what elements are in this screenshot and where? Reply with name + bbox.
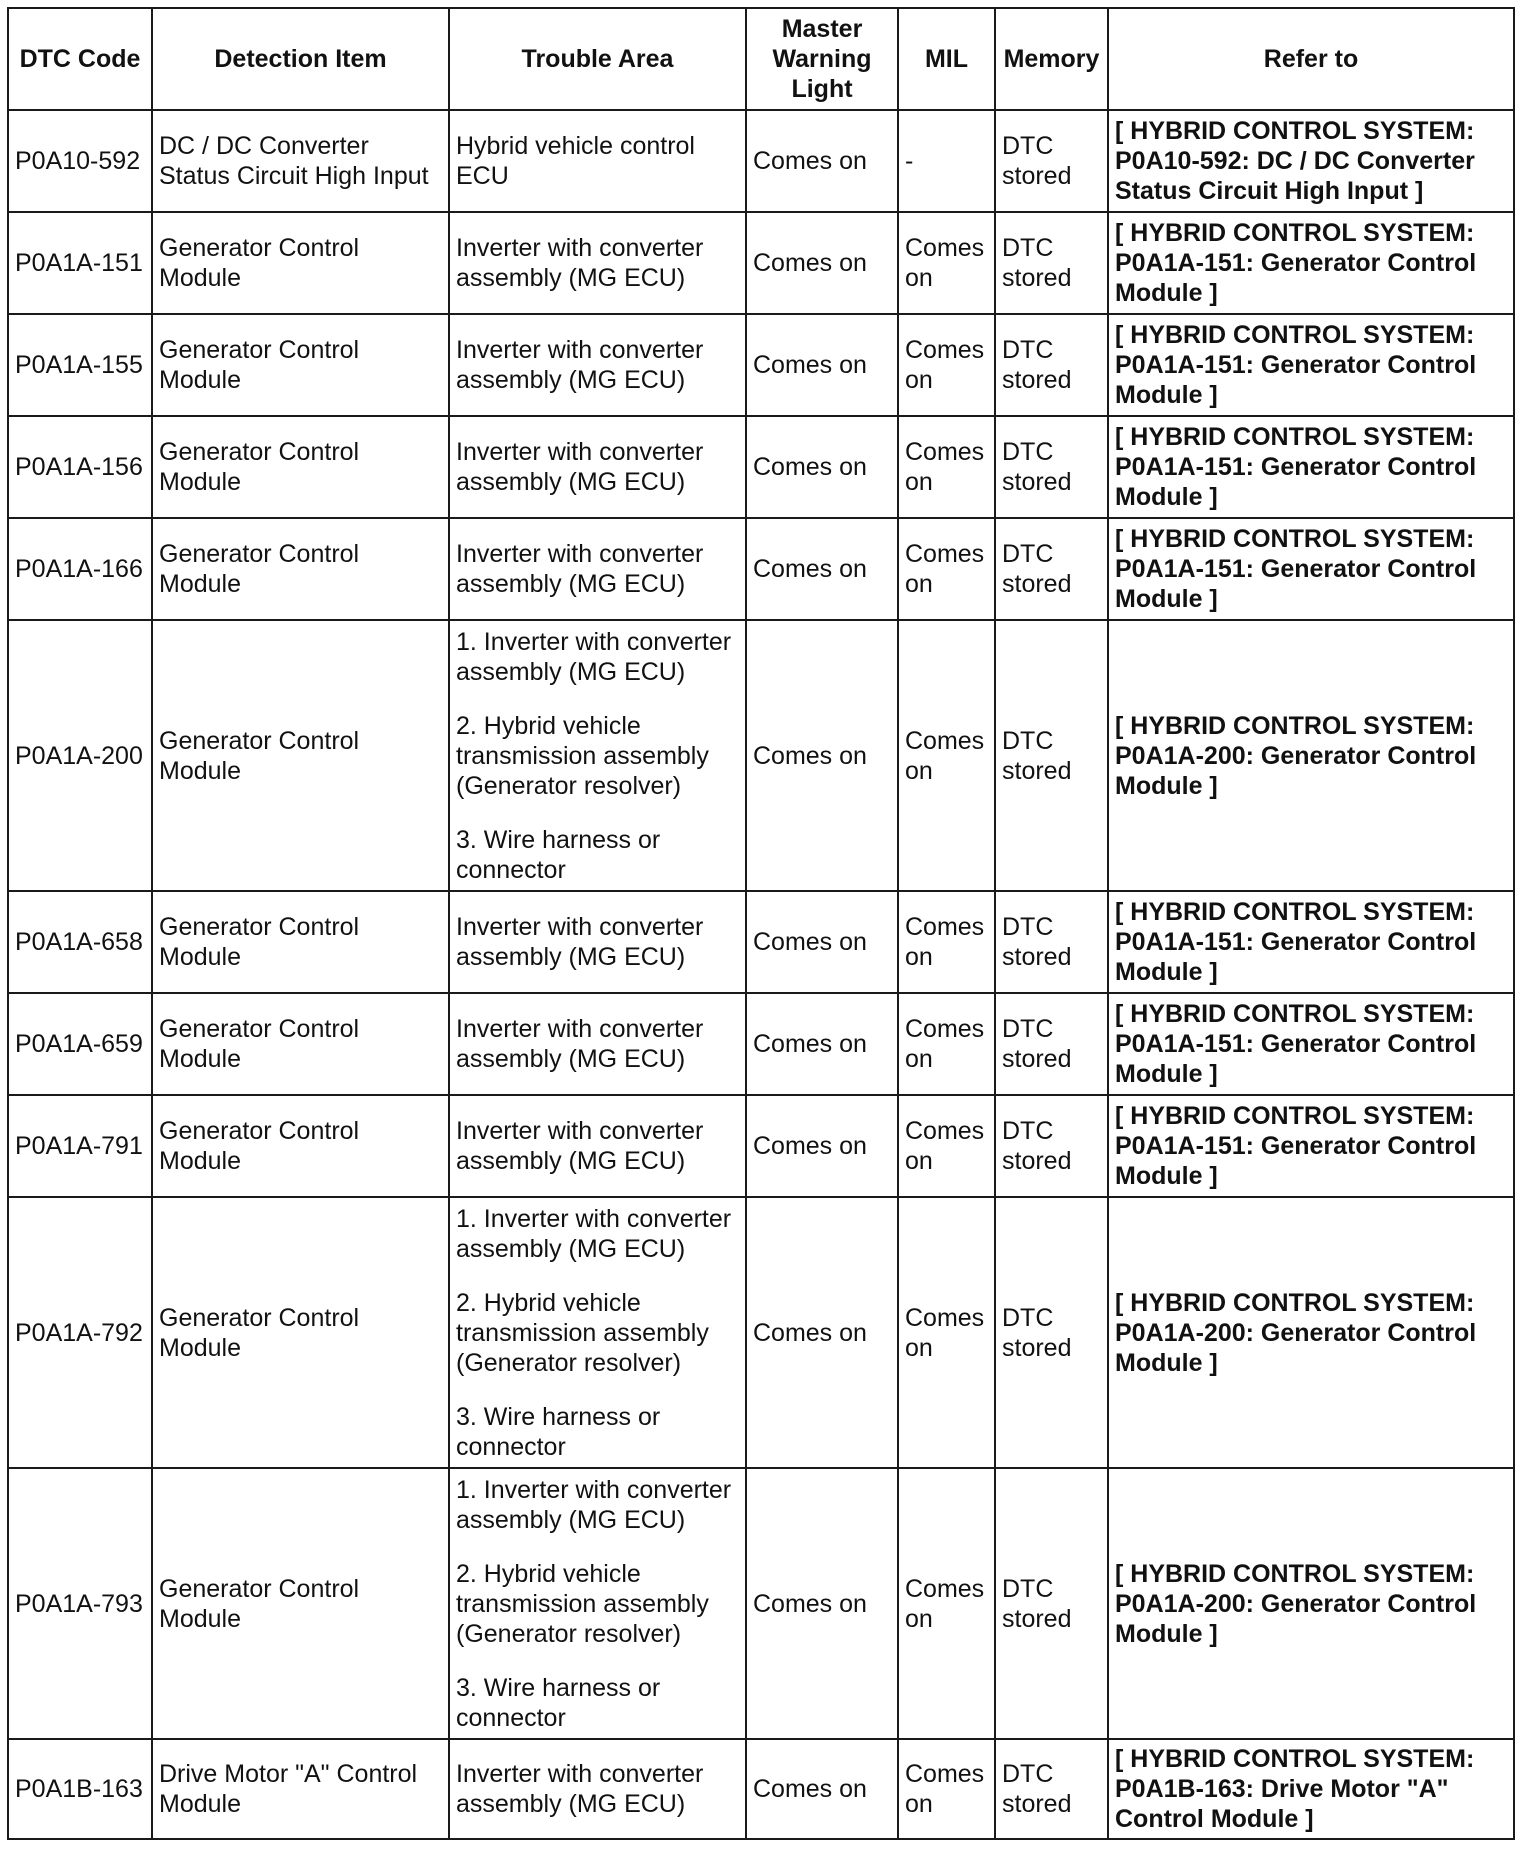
table-row — [8, 1739, 1514, 1839]
detection-item-cell: Generator Control Module — [152, 416, 449, 518]
refer-to-cell: [ HYBRID CONTROL SYSTEM: P0A1A-151: Generator Control Module ] — [1108, 518, 1514, 620]
dtc-code-cell: P0A1A-200 — [8, 620, 152, 891]
trouble-area-cell — [449, 518, 746, 620]
table-body — [8, 110, 1514, 1839]
memory-cell: DTC stored — [995, 1739, 1108, 1839]
mil-cell: Comes on — [898, 993, 995, 1095]
memory-cell: DTC stored — [995, 518, 1108, 620]
trouble-area-item: 1. Inverter with converter assembly (MG ECU) — [456, 1475, 732, 1534]
detection-item-cell: Generator Control Module — [152, 1468, 449, 1739]
trouble-area-item: Inverter with converter assembly (MG ECU) — [456, 438, 704, 496]
detection-item-cell: Drive Motor "A" Control Module — [152, 1739, 449, 1839]
trouble-area-item: Inverter with converter assembly (MG ECU) — [456, 1760, 704, 1818]
table-row — [8, 518, 1514, 620]
master-warning-light-cell: Comes on — [746, 1095, 898, 1197]
table-header-row — [8, 8, 1514, 110]
trouble-area-item: 2. Hybrid vehicle transmission assembly (Generator resolver) — [456, 1559, 709, 1648]
detection-item-cell: Generator Control Module — [152, 620, 449, 891]
mil-cell: Comes on — [898, 1197, 995, 1468]
dtc-code-cell: P0A1B-163 — [8, 1739, 152, 1839]
memory-cell: DTC stored — [995, 620, 1108, 891]
dtc-code-cell: P0A1A-151 — [8, 212, 152, 314]
refer-to-cell: [ HYBRID CONTROL SYSTEM: P0A1A-151: Generator Control Module ] — [1108, 891, 1514, 993]
dtc-code-cell: P0A10-592 — [8, 110, 152, 212]
table-row — [8, 1468, 1514, 1739]
trouble-area-item: 3. Wire harness or connector — [456, 1402, 661, 1461]
master-warning-light-cell: Comes on — [746, 212, 898, 314]
detection-item-cell: Generator Control Module — [152, 314, 449, 416]
dtc-code-cell: P0A1A-658 — [8, 891, 152, 993]
memory-cell: DTC stored — [995, 1468, 1108, 1739]
dtc-code-cell: P0A1A-155 — [8, 314, 152, 416]
refer-to-cell: [ HYBRID CONTROL SYSTEM: P0A1B-163: Drive Motor "A" Control Module ] — [1108, 1739, 1514, 1839]
refer-to-cell: [ HYBRID CONTROL SYSTEM: P0A1A-200: Generator Control Module ] — [1108, 620, 1514, 891]
memory-cell: DTC stored — [995, 314, 1108, 416]
table-row — [8, 212, 1514, 314]
memory-cell: DTC stored — [995, 1197, 1108, 1468]
dtc-code-cell: P0A1A-659 — [8, 993, 152, 1095]
mil-cell: Comes on — [898, 212, 995, 314]
master-warning-light-cell: Comes on — [746, 1739, 898, 1839]
detection-item-cell: Generator Control Module — [152, 891, 449, 993]
trouble-area-item: Inverter with converter assembly (MG ECU) — [456, 913, 704, 971]
table-row — [8, 110, 1514, 212]
trouble-area-cell — [449, 1739, 746, 1839]
refer-to-cell: [ HYBRID CONTROL SYSTEM: P0A1A-151: Generator Control Module ] — [1108, 416, 1514, 518]
dtc-code-cell: P0A1A-166 — [8, 518, 152, 620]
mil-cell: Comes on — [898, 620, 995, 891]
trouble-area-item: Inverter with converter assembly (MG ECU) — [456, 540, 704, 598]
memory-cell: DTC stored — [995, 993, 1108, 1095]
mil-cell: Comes on — [898, 1095, 995, 1197]
dtc-code-cell: P0A1A-156 — [8, 416, 152, 518]
dtc-code-cell: P0A1A-793 — [8, 1468, 152, 1739]
memory-cell: DTC stored — [995, 110, 1108, 212]
trouble-area-item: 3. Wire harness or connector — [456, 1673, 661, 1732]
trouble-area-cell — [449, 1468, 746, 1739]
detection-item-cell: Generator Control Module — [152, 212, 449, 314]
trouble-area-item: Hybrid vehicle control ECU — [456, 132, 695, 190]
column-header-refer-to: Refer to — [1108, 8, 1514, 110]
trouble-area-item: 1. Inverter with converter assembly (MG ECU) — [456, 1204, 732, 1263]
trouble-area-cell — [449, 1197, 746, 1468]
mil-cell: Comes on — [898, 1739, 995, 1839]
master-warning-light-cell: Comes on — [746, 518, 898, 620]
trouble-area-item: 2. Hybrid vehicle transmission assembly (Generator resolver) — [456, 1288, 709, 1377]
dtc-code-cell: P0A1A-791 — [8, 1095, 152, 1197]
trouble-area-item: 2. Hybrid vehicle transmission assembly (Generator resolver) — [456, 711, 709, 800]
column-header-master-warning-light: Master Warning Light — [746, 8, 898, 110]
column-header-mil: MIL — [898, 8, 995, 110]
column-header-detection-item: Detection Item — [152, 8, 449, 110]
table-row — [8, 416, 1514, 518]
master-warning-light-cell: Comes on — [746, 891, 898, 993]
trouble-area-item: 1. Inverter with converter assembly (MG ECU) — [456, 627, 732, 686]
table-row — [8, 620, 1514, 891]
master-warning-light-cell: Comes on — [746, 314, 898, 416]
detection-item-cell: Generator Control Module — [152, 518, 449, 620]
trouble-area-cell — [449, 891, 746, 993]
mil-cell: Comes on — [898, 1468, 995, 1739]
memory-cell: DTC stored — [995, 416, 1108, 518]
trouble-area-cell — [449, 620, 746, 891]
trouble-area-item: Inverter with converter assembly (MG ECU) — [456, 336, 704, 394]
table-row — [8, 1197, 1514, 1468]
trouble-area-cell — [449, 416, 746, 518]
master-warning-light-cell: Comes on — [746, 1468, 898, 1739]
table-row — [8, 891, 1514, 993]
detection-item-cell: Generator Control Module — [152, 1095, 449, 1197]
trouble-area-cell — [449, 993, 746, 1095]
trouble-area-cell — [449, 314, 746, 416]
dtc-table — [7, 7, 1515, 1840]
trouble-area-item: Inverter with converter assembly (MG ECU) — [456, 1015, 704, 1073]
trouble-area-item: Inverter with converter assembly (MG ECU) — [456, 1117, 704, 1175]
master-warning-light-cell: Comes on — [746, 110, 898, 212]
refer-to-cell: [ HYBRID CONTROL SYSTEM: P0A1A-151: Generator Control Module ] — [1108, 314, 1514, 416]
refer-to-cell: [ HYBRID CONTROL SYSTEM: P0A1A-151: Generator Control Module ] — [1108, 993, 1514, 1095]
refer-to-cell: [ HYBRID CONTROL SYSTEM: P0A1A-200: Generator Control Module ] — [1108, 1197, 1514, 1468]
memory-cell: DTC stored — [995, 212, 1108, 314]
refer-to-cell: [ HYBRID CONTROL SYSTEM: P0A1A-151: Generator Control Module ] — [1108, 1095, 1514, 1197]
mil-cell: Comes on — [898, 518, 995, 620]
table-row — [8, 993, 1514, 1095]
mil-cell: Comes on — [898, 314, 995, 416]
detection-item-cell: DC / DC Converter Status Circuit High Input — [152, 110, 449, 212]
table-row — [8, 1095, 1514, 1197]
master-warning-light-cell: Comes on — [746, 416, 898, 518]
trouble-area-cell — [449, 212, 746, 314]
table-row — [8, 314, 1514, 416]
mil-cell: Comes on — [898, 416, 995, 518]
mil-cell: Comes on — [898, 891, 995, 993]
column-header-memory: Memory — [995, 8, 1108, 110]
trouble-area-item: 3. Wire harness or connector — [456, 825, 661, 884]
mil-cell: - — [898, 110, 995, 212]
trouble-area-cell — [449, 110, 746, 212]
dtc-code-cell: P0A1A-792 — [8, 1197, 152, 1468]
trouble-area-item: Inverter with converter assembly (MG ECU) — [456, 234, 704, 292]
refer-to-cell: [ HYBRID CONTROL SYSTEM: P0A1A-200: Generator Control Module ] — [1108, 1468, 1514, 1739]
column-header-dtc-code: DTC Code — [8, 8, 152, 110]
refer-to-cell: [ HYBRID CONTROL SYSTEM: P0A10-592: DC / DC Converter Status Circuit High Input ] — [1108, 110, 1514, 212]
trouble-area-cell — [449, 1095, 746, 1197]
refer-to-cell: [ HYBRID CONTROL SYSTEM: P0A1A-151: Generator Control Module ] — [1108, 212, 1514, 314]
detection-item-cell: Generator Control Module — [152, 993, 449, 1095]
master-warning-light-cell: Comes on — [746, 1197, 898, 1468]
master-warning-light-cell: Comes on — [746, 620, 898, 891]
memory-cell: DTC stored — [995, 891, 1108, 993]
memory-cell: DTC stored — [995, 1095, 1108, 1197]
master-warning-light-cell: Comes on — [746, 993, 898, 1095]
detection-item-cell: Generator Control Module — [152, 1197, 449, 1468]
column-header-trouble-area: Trouble Area — [449, 8, 746, 110]
